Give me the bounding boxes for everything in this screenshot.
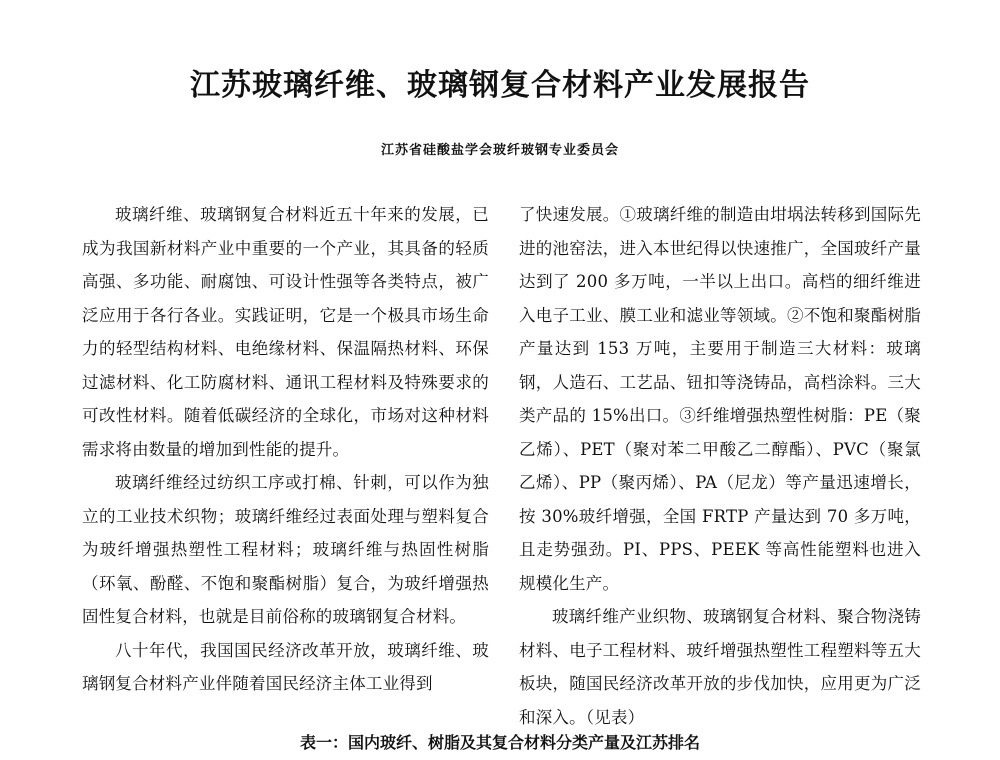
right-column [519,198,921,734]
paragraph: 玻璃纤维、玻璃钢复合材料近五十年来的发展，已成为我国新材料产业中重要的一个产业，其具备的轻质高强、多功能、耐腐蚀、可设计性强等各类特点，被广泛应用于各行各业。实践证明，它是一个极具市场生命力的轻型结构材料、电绝缘材料、保温隔热材料、环保过滤材料、化工防腐材料、通讯工程材料及特殊要求的可改性材料。随着低碳经济的全球化，市场对这种材料需求将由数量的增加到性能的提升。 [82,205,489,459]
author-affiliation: 江苏省硅酸盐学会玻纤玻钢专业委员会 [380,143,619,158]
paragraph: 八十年代，我国国民经济改革开放，玻璃纤维、玻璃钢复合材料产业伴随着国民经济主体工业得到 [82,640,489,693]
table-caption: 表一：国内玻纤、树脂及其复合材料分类产量及江苏排名 [299,733,700,752]
paragraph: 玻璃纤维经过纺织工序或打棉、针刺，可以作为独立的工业技术织物；玻璃纤维经过表面处理与塑料复合为玻纤增强热塑性工程材料；玻璃纤维与热固性树脂（环氧、酚醛、不饱和聚酯树脂）复合，为玻纤增强热固性复合材料，也就是目前俗称的玻璃钢复合材料。 [82,473,489,626]
paragraph: 玻璃纤维产业织物、玻璃钢复合材料、聚合物浇铸材料、电子工程材料、玻纤增强热塑性工程塑料等五大板块，随国民经济改革开放的步伐加快，应用更为广泛和深入。（见表） [519,607,921,727]
paper-title: 江苏玻璃纤维、玻璃钢复合材料产业发展报告 [190,68,810,103]
paragraph: 了快速发展。①玻璃纤维的制造由坩埚法转移到国际先进的池窑法，进入本世纪得以快速推广，全国玻纤产量达到了 200 多万吨，一半以上出口。高档的细纤维进入电子工业、膜工业和滤业等领域。②不饱和聚酯树脂产量达到 153 万吨，主要用于制造三大材料：玻璃钢，人造石、工艺品、钮扣等浇铸品，高档涂料。三大类产品的 15%出口。③纤维增强热塑性树脂：PE（聚乙烯）、PET（聚对苯二甲酸乙二醇酯）、PVC（聚氯乙烯）、PP（聚丙烯）、PA（尼龙）等产量迅速增长，按 30%玻纤增强，全国 FRTP 产量达到 70 多万吨，且走势强劲。PI、PPS、PEEK 等高性能塑料也进入规模化生产。 [519,205,921,593]
left-column [82,198,489,701]
